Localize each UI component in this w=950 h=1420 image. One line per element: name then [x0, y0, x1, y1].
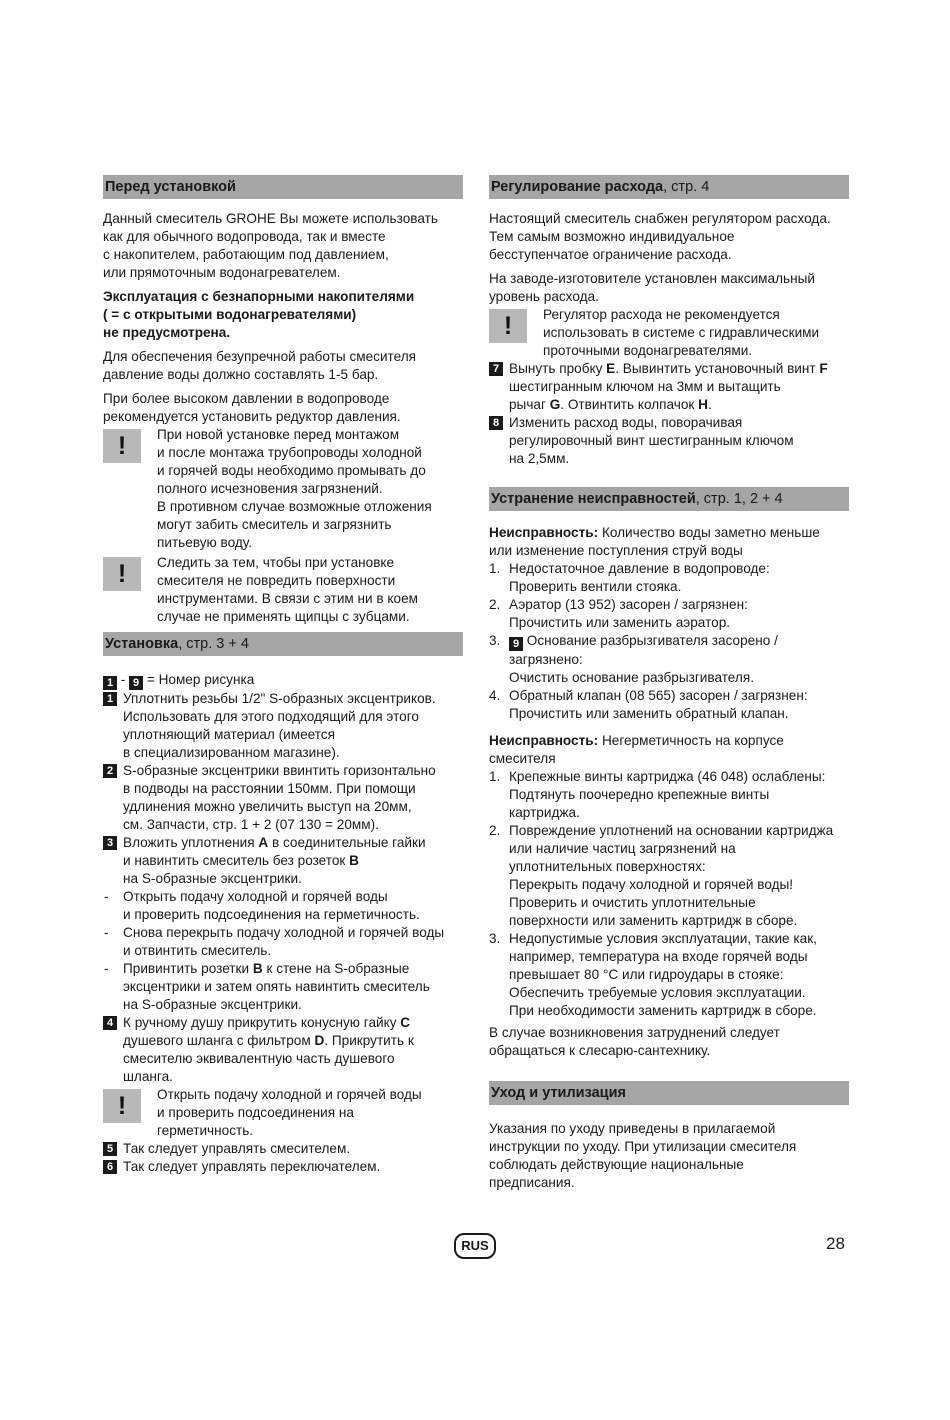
- warning-icon: !: [103, 429, 141, 463]
- warning-icon: !: [489, 309, 527, 343]
- fault-2-item-1: 1. Крепежные винты картриджа (46 048) ослаблены: Подтянуть поочередно крепежные винты картриджа.: [489, 769, 826, 820]
- step-number: 1: [103, 692, 117, 706]
- fault-2-item-3: 3. Недопустимые условия эксплуатации, такие как, например, температура на входе горячей воды превышает 80 °C или гидроудары в стояке: Обеспечить требуемые условия эксплуатации. При необходимости заменить картридж в сборе.: [489, 931, 817, 1018]
- troubleshooting-closing: В случае возникновения затруднений следует обращаться к слесарю-сантехнику.: [489, 1025, 780, 1058]
- fault-2-item-2: 2. Повреждение уплотнений на основании картриджа или наличие частиц загрязнений на уплотнительных поверхностях: Перекрыть подачу холодной и горячей воды! Проверить и очистить уплотнительные поверхности или заменить картридж в сборе.: [489, 823, 834, 928]
- section-header-care: Уход и утилизация: [489, 1081, 849, 1105]
- section-header-flow: Регулирование расхода, стр. 4: [489, 175, 849, 199]
- fault-1-item-4: 4. Обратный клапан (08 565) засорен / загрязнен: Прочистить или заменить обратный клапан.: [489, 688, 808, 721]
- warning-icon: !: [103, 557, 141, 591]
- warning-tools: ! Следить за тем, чтобы при установке смесителя не повредить поверхности инструментами. В связи с этим ни в коем случае не применять щипцы с зубцами.: [103, 554, 463, 626]
- warning-flow-regulator: ! Регулятор расхода не рекомендуется использовать в системе с гидравлическими проточными водонагревателями.: [489, 306, 849, 360]
- care-paragraph: Указания по уходу приведены в прилагаемой инструкции по уходу. При утилизации смесителя соблюдать действующие национальные предписания.: [489, 1121, 797, 1190]
- step-number: 6: [103, 1160, 117, 1174]
- bold-note: Эксплуатация с безнапорными накопителями ( = с открытыми водонагревателями) не предусмотрена.: [103, 289, 415, 340]
- language-badge: RUS: [454, 1233, 496, 1259]
- flow-step-8: 8 Изменить расход воды, поворачивая регулировочный винт шестигранным ключом на 2,5мм.: [489, 414, 849, 468]
- section-header-install: Установка, стр. 3 + 4: [103, 632, 463, 656]
- page-number: 28: [826, 1234, 845, 1253]
- warning-flush: ! При новой установке перед монтажом и после монтажа трубопроводы холодной и горячей воды необходимо промывать до полного исчезновения загрязнений. В противном случае возможные отложения могут забить смеситель и загрязнить питьевую воду.: [103, 426, 463, 552]
- fault-1-heading: Неисправность: Количество воды заметно меньше или изменение поступления струй воды: [489, 525, 820, 558]
- flow-step-7: 7 Вынуть пробку E. Вывинтить установочный винт F шестигранным ключом на 3мм и вытащить рычаг G. Отвинтить колпачок H.: [489, 360, 849, 414]
- install-step-1: 1 Уплотнить резьбы 1/2" S-образных эксцентриков. Использовать для этого подходящий для этого уплотняющий материал (имеется в специализированном магазине).: [103, 690, 463, 762]
- install-step-2: 2 S-образные эксцентрики ввинтить горизонтально в подводы на расстоянии 150мм. При помощи удлинения можно увеличить выступ на 20мм, см. Запчасти, стр. 1 + 2 (07 130 = 20мм).: [103, 762, 463, 834]
- install-step-3: 3 Вложить уплотнения A в соединительные гайки и навинтить смеситель без розеток B на S-образные эксцентрики.: [103, 834, 463, 888]
- reducer-paragraph: При более высоком давлении в водопроводе рекомендуется установить редуктор давления.: [103, 391, 401, 424]
- step-number: 5: [103, 1142, 117, 1156]
- warning-check-connections: ! Открыть подачу холодной и горячей воды и проверить подсоединения на герметичность.: [103, 1086, 463, 1140]
- install-step-5: 5 Так следует управлять смесителем.: [103, 1140, 463, 1158]
- install-dash-2: - Снова перекрыть подачу холодной и горячей воды и отвинтить смеситель.: [104, 925, 445, 958]
- install-dash-3: - Привинтить розетки B к стене на S-образные эксцентрики и затем опять навинтить смеситель на S-образные эксцентрики.: [104, 961, 430, 1012]
- step-number: 3: [103, 836, 117, 850]
- warning-icon: !: [103, 1089, 141, 1123]
- install-step-6: 6 Так следует управлять переключателем.: [103, 1158, 463, 1176]
- flow-paragraph-1: Настоящий смеситель снабжен регулятором расхода. Тем самым возможно индивидуальное бесступенчатое ограничение расхода.: [489, 211, 831, 262]
- fault-1-item-1: 1. Недостаточное давление в водопроводе: Проверить вентили стояка.: [489, 561, 770, 594]
- step-number: 8: [489, 416, 503, 430]
- step-number: 2: [103, 764, 117, 778]
- left-column: [103, 175, 463, 1176]
- step-number: 7: [489, 362, 503, 376]
- section-header-troubleshooting: Устранение неисправностей, стр. 1, 2 + 4: [489, 487, 849, 511]
- right-column: [489, 175, 849, 1198]
- fault-1-item-2: 2. Аэратор (13 952) засорен / загрязнен: Прочистить или заменить аэратор.: [489, 597, 748, 630]
- fault-2-heading: Неисправность: Негерметичность на корпусе смесителя: [489, 733, 784, 766]
- section-header-before-install: Перед установкой: [103, 175, 463, 199]
- fault-1-item-3: 3. 9 Основание разбрызгивателя засорено / загрязнено: Очистить основание разбрызгивателя.: [489, 633, 778, 685]
- step-number: 4: [103, 1016, 117, 1030]
- install-step-4: 4 К ручному душу прикрутить конусную гайку C душевого шланга с фильтром D. Прикрутить к смесителю эквивалентную часть душевого шланга.: [103, 1014, 463, 1086]
- flow-paragraph-2: На заводе-изготовителе установлен максимальный уровень расхода.: [489, 271, 815, 304]
- intro-paragraph: Данный смеситель GROHE Вы можете использовать как для обычного водопровода, так и вместе с накопителем, работающим под давлением, или прямоточным водонагревателем.: [103, 211, 438, 280]
- install-dash-1: - Открыть подачу холодной и горячей воды и проверить подсоединения на герметичность.: [104, 889, 420, 922]
- figure-range-line: 1 - 9 = Номер рисунка: [103, 671, 463, 690]
- pressure-paragraph: Для обеспечения безупречной работы смесителя давление воды должно составлять 1-5 бар.: [103, 349, 417, 382]
